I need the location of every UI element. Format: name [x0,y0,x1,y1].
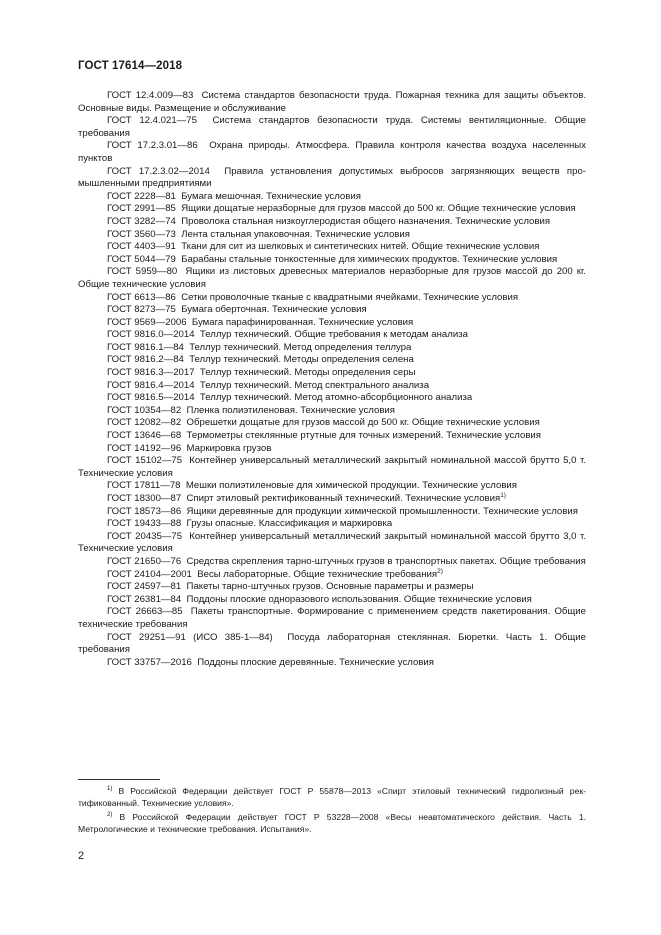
reference-code: ГОСТ 12082—82 [107,417,182,429]
reference-title: Теллур технический. Методы определения селена [189,354,414,366]
reference-title: Ящики из листовых древесных материалов неразборные для грузов массой до 200 кг. Общие технические условия [78,266,586,290]
reference-item [78,493,586,506]
reference-code: ГОСТ 9569—2006 [107,316,187,328]
reference-code: ГОСТ 33757—2016 [107,656,192,668]
reference-code: ГОСТ 12.4.009—83 [107,90,194,101]
reference-title: Теллур технический. Метод атомно-абсорбционного анализа [199,392,473,404]
reference-code: ГОСТ 18573—86 [107,505,182,517]
reference-code: ГОСТ 2228—81 [107,190,176,202]
reference-code: ГОСТ 17.2.3.01—86 [107,140,198,152]
reference-code: ГОСТ 24104—2001 [107,568,192,580]
reference-title: Охрана природы. Атмосфера. Правила контроля качества воздуха населенных пунктов [78,140,586,164]
reference-title: Ящики дощатые неразборные для грузов массой до 500 кг. Общие технические условия [181,203,576,215]
reference-code: ГОСТ 9816.3—2017 [107,367,195,379]
reference-code: ГОСТ 5044—79 [107,253,176,265]
reference-title: Проволока стальная низкоуглеродистая общего назначения. Технические условия [181,215,551,227]
reference-item [78,657,586,670]
reference-title: Средства скрепления тарно-штучных грузов в транспортных пакетах. Общие требования [186,555,586,567]
footnote-marker: 2) [437,567,443,575]
reference-code: ГОСТ 5959—80 [107,266,178,278]
reference-code: ГОСТ 9816.4—2014 [107,379,195,391]
reference-item [78,241,586,254]
reference-title: Пакеты транспортные. Формирование с применением средств пакетирования. Общие технические требования [78,606,586,630]
reference-item [78,317,586,330]
reference-title: Мешки полиэтиленовые для химической продукции. Технические условия [185,480,517,492]
reference-item [78,216,586,229]
footnote-marker: 1) [500,492,506,499]
reference-code: ГОСТ 9816.0—2014 [107,329,195,341]
reference-code: ГОСТ 2991—85 [107,203,176,215]
reference-item [78,354,586,367]
reference-code: ГОСТ 3282—74 [107,215,176,227]
reference-code: ГОСТ 19433—88 [107,518,182,530]
reference-code: ГОСТ 18300—87 [107,493,182,504]
reference-item [78,90,586,115]
reference-item [78,292,586,305]
reference-title: Поддоны плоские одноразового использования. Общие технические условия [186,593,532,605]
reference-title: Система стандартов безопасности труда. Системы вентиляционные. Общие требования [78,115,586,139]
footnote-text: В Российской Федерации действует ГОСТ Р 55878—2013 «Спирт этиловый технический гидролизный ректификованный. Технические условия». [78,786,586,808]
reference-code: ГОСТ 20435—75 [107,530,183,542]
reference-code: ГОСТ 12.4.021—75 [107,115,197,127]
reference-item [78,480,586,493]
reference-title: Барабаны стальные тонкостенные для химических продуктов. Технические условия [181,253,558,265]
footnote-mark: 1) [107,786,113,792]
reference-item [78,140,586,165]
page-number: 2 [78,850,85,862]
reference-code: ГОСТ 9816.1—84 [107,341,184,353]
footnote-item [78,811,586,835]
reference-title: Грузы опасные. Классификация и маркировка [186,518,393,530]
reference-code: ГОСТ 8273—75 [107,304,176,316]
reference-title: Бумага оберточная. Технические условия [181,304,367,316]
reference-title: Маркировка грузов [186,442,272,454]
reference-code: ГОСТ 3560—73 [107,228,176,240]
reference-item [78,304,586,317]
footnote-divider [78,779,160,780]
normative-references-list [78,90,586,669]
reference-item [78,229,586,242]
reference-title: Пленка полиэтиленовая. Технические условия [186,404,395,416]
reference-code: ГОСТ 9816.5—2014 [107,392,195,404]
reference-title: Ящики деревянные для продукции химической промышленности. Технические условия [186,505,578,517]
reference-code: ГОСТ 14192—96 [107,442,182,454]
reference-item [78,191,586,204]
reference-title: Теллур технический. Метод определения теллура [189,341,412,353]
reference-title: Весы лабораторные. Общие технические требования [197,568,438,580]
reference-item [78,569,586,582]
reference-code: ГОСТ 9816.2—84 [107,354,184,366]
reference-item [78,443,586,456]
footnote-item [78,785,586,809]
reference-item [78,405,586,418]
reference-code: ГОСТ 24597—81 [107,581,182,593]
reference-item [78,506,586,519]
footnote-text: В Российской Федерации действует ГОСТ Р 53228—2008 «Весы неавтоматического действия. Часть 1. Метрологические и технические требования. Испытания». [78,812,586,834]
reference-item [78,632,586,657]
reference-title: Теллур технический. Общие требования к методам анализа [199,329,468,341]
reference-code: ГОСТ 29251—91 (ИСО 385-1—84) [107,631,273,643]
reference-code: ГОСТ 4403—91 [107,241,176,253]
reference-title: Контейнер универсальный металлический закрытый номинальной массой брутто 5,0 т. Технические условия [78,455,586,479]
reference-code: ГОСТ 6613—86 [107,291,176,303]
reference-item [78,254,586,267]
reference-code: ГОСТ 21650—76 [107,555,182,567]
reference-title: Ткани для сит из шелковых и синтетических нитей. Общие технические условия [181,241,540,253]
footnotes-list [78,785,586,837]
reference-item [78,367,586,380]
reference-title: Контейнер универсальный металлический закрытый номинальной массой брутто 3,0 т. Технические условия [78,530,586,555]
reference-code: ГОСТ 10354—82 [107,404,182,416]
reference-title: Лента стальная упаковочная. Технические условия [181,228,410,240]
footnote-mark: 2) [107,812,113,818]
reference-title: Правила установления допустимых выбросов загрязняющих веществ промышленными предприятиями [78,165,586,190]
reference-title: Поддоны плоские деревянные. Технические условия [197,656,434,668]
reference-title: Бумага мешочная. Технические условия [181,190,361,202]
reference-item [78,380,586,393]
reference-code: ГОСТ 26381—84 [107,593,182,605]
reference-item [78,556,586,569]
reference-title: Обрешетки дощатые для грузов массой до 500 кг. Общие технические условия [186,417,540,429]
reference-item [78,203,586,216]
reference-title: Теллур технический. Методы определения серы [199,367,416,379]
reference-code: ГОСТ 26663—85 [107,606,183,618]
reference-item [78,606,586,631]
reference-item [78,531,586,556]
reference-title: Пакеты тарно-штучных грузов. Основные параметры и размеры [186,581,474,593]
reference-title: Сетки проволочные тканые с квадратными ячейками. Технические условия [181,291,519,303]
reference-code: ГОСТ 15102—75 [107,455,183,467]
reference-item [78,594,586,607]
reference-code: ГОСТ 17811—78 [107,480,181,492]
reference-title: Система стандартов безопасности труда. Пожарная техника для защиты объектов. Основные виды. Размещение и обслуживание [78,90,586,114]
reference-title: Спирт этиловый ректификованный технический. Технические условия [186,493,501,504]
reference-item [78,417,586,430]
reference-item [78,342,586,355]
reference-title: Термометры стеклянные ртутные для точных измерений. Технические условия [186,430,541,442]
reference-title: Теллур технический. Метод спектрального анализа [199,379,430,391]
reference-code: ГОСТ 13646—68 [107,430,182,442]
reference-item [78,518,586,531]
reference-item [78,115,586,140]
reference-title: Посуда лабораторная стеклянная. Бюретки. Часть 1. Общие требования [78,631,586,656]
reference-item [78,581,586,594]
reference-code: ГОСТ 17.2.3.02—2014 [107,165,210,177]
reference-item [78,455,586,480]
reference-title: Бумага парафинированная. Технические условия [191,316,414,328]
page-header-title: ГОСТ 17614—2018 [78,60,183,72]
reference-item [78,266,586,291]
reference-item [78,430,586,443]
reference-item [78,166,586,191]
reference-item [78,392,586,405]
reference-item [78,329,586,342]
